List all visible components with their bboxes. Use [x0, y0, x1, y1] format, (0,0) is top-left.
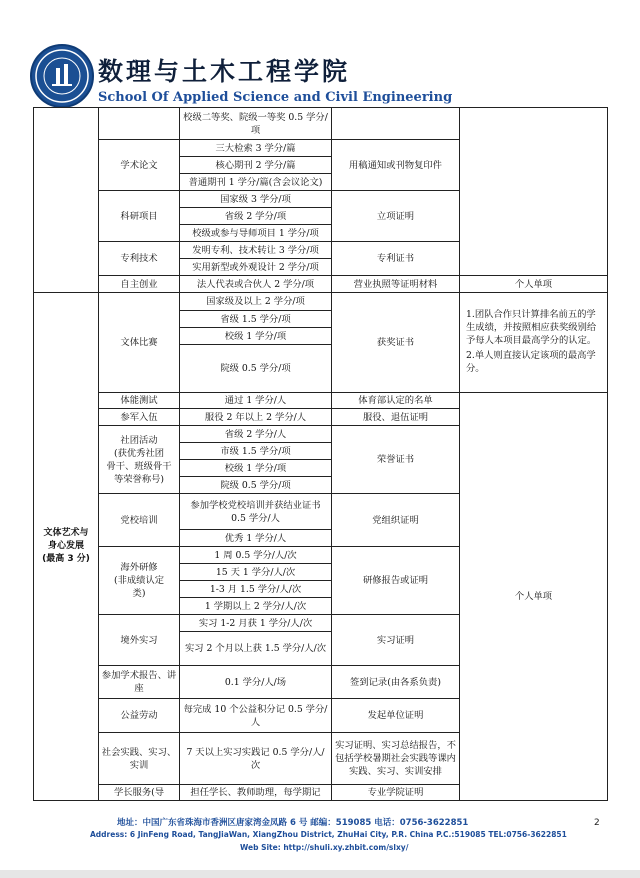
- standard-cell: 1-3 月 1.5 学分/人/次: [180, 581, 332, 598]
- standard-cell: 服役 2 年以上 2 学分/人: [180, 409, 332, 426]
- standard-cell: 0.1 学分/人/场: [180, 666, 332, 699]
- standard-cell: 校级 1 学分/项: [180, 328, 332, 345]
- footer-website: Web Site: http://shuli.xy.zhbit.com/slxy/: [240, 843, 409, 852]
- evidence-cell: 发起单位证明: [332, 699, 460, 733]
- note-cell: 个人单项: [460, 276, 608, 293]
- evidence-cell: 专业学院证明: [332, 785, 460, 801]
- item-line: 海外研修: [120, 562, 158, 573]
- evidence-cell: 营业执照等证明材料: [332, 276, 460, 293]
- category-title-line: 身心发展: [47, 541, 84, 551]
- note-cell: [460, 108, 608, 276]
- item-cell: 体能测试: [99, 393, 180, 409]
- note-paragraph: 1.团队合作只计算排名前五的学生成绩，并按照相应获奖级别给予每人本项目最高学分的认定。: [466, 309, 597, 346]
- standard-cell: 校级二等奖、院级一等奖 0.5 学分/项: [180, 108, 332, 140]
- evidence-cell: 服役、退伍证明: [332, 409, 460, 426]
- item-cell: 社会实践、实习、实训: [99, 733, 180, 785]
- competition-note: [460, 293, 608, 393]
- page-bottom-bar: [0, 870, 640, 878]
- table-row: [34, 293, 608, 311]
- standard-cell: 法人代表或合伙人 2 学分/项: [180, 276, 332, 293]
- standard-cell: 院级 0.5 学分/项: [180, 477, 332, 494]
- page-number: 2: [594, 818, 600, 828]
- note-single-cell: 个人单项: [460, 393, 608, 801]
- standard-cell: 普通期刊 1 学分/篇(含会议论文): [180, 174, 332, 191]
- item-cell: [99, 547, 180, 615]
- table-row: [34, 393, 608, 409]
- evidence-cell: 实习证明: [332, 615, 460, 666]
- school-logo-icon: [30, 44, 94, 108]
- evidence-cell: 立项证明: [332, 191, 460, 242]
- standard-cell: 校级 1 学分/项: [180, 460, 332, 477]
- evidence-cell: 实习证明、实习总结报告，不包括学校暑期社会实践等课内实践、实习、实训安排: [332, 733, 460, 785]
- note-paragraph: 2.单人则直接认定该项的最高学分。: [466, 350, 596, 374]
- item-cell: 境外实习: [99, 615, 180, 666]
- item-cell: 专利技术: [99, 242, 180, 276]
- item-cell: [99, 108, 180, 140]
- item-cell: 公益劳动: [99, 699, 180, 733]
- standard-cell: 国家级及以上 2 学分/项: [180, 293, 332, 311]
- standard-cell: 每完成 10 个公益积分记 0.5 学分/人: [180, 699, 332, 733]
- standard-cell: 实习 2 个月以上获 1.5 学分/人/次: [180, 632, 332, 666]
- evidence-cell: 党组织证明: [332, 494, 460, 547]
- item-cell: 党校培训: [99, 494, 180, 547]
- standard-cell: 省级 2 学分/人: [180, 426, 332, 443]
- item-cell: 学术论文: [99, 140, 180, 191]
- standard-cell: 省级 1.5 学分/项: [180, 311, 332, 328]
- item-cell: 科研项目: [99, 191, 180, 242]
- table-row: [34, 108, 608, 140]
- evidence-cell: 专利证书: [332, 242, 460, 276]
- standard-cell: 省级 2 学分/项: [180, 208, 332, 225]
- item-line: (非成绩认定: [113, 575, 165, 586]
- standard-cell: 通过 1 学分/人: [180, 393, 332, 409]
- standard-cell: 担任学长、教师助理，每学期记: [180, 785, 332, 801]
- item-line: 等荣誉称号): [113, 473, 165, 485]
- item-cell: 参加学术报告、讲座: [99, 666, 180, 699]
- standard-cell: 实习 1-2 月获 1 学分/人/次: [180, 615, 332, 632]
- standard-cell: 三大检索 3 学分/篇: [180, 140, 332, 157]
- category-title-line: (最高 3 分): [42, 554, 90, 564]
- item-line: (获优秀社团: [113, 447, 165, 459]
- evidence-cell: 研修报告或证明: [332, 547, 460, 615]
- evidence-cell: 荣誉证书: [332, 426, 460, 494]
- standard-cell: 市级 1.5 学分/项: [180, 443, 332, 460]
- standard-cell: 1 周 0.5 学分/人/次: [180, 547, 332, 564]
- item-cell: 自主创业: [99, 276, 180, 293]
- item-cell: 参军入伍: [99, 409, 180, 426]
- footer-address-english: Address: 6 JinFeng Road, TangJiaWan, XiangZhou District, ZhuHai City, P.R. China P.C.:519085 TEL:0756-3622851: [90, 830, 567, 839]
- evidence-cell: 体育部认定的名单: [332, 393, 460, 409]
- evidence-cell: [332, 108, 460, 140]
- standard-cell: 优秀 1 学分/人: [180, 530, 332, 547]
- item-line: 骨干、班级骨干: [106, 460, 172, 472]
- item-cell: [99, 426, 180, 494]
- standard-cell: 发明专利、技术转让 3 学分/项: [180, 242, 332, 259]
- standard-cell: 核心期刊 2 学分/篇: [180, 157, 332, 174]
- school-name-english: School Of Applied Science and Civil Engineering: [98, 90, 453, 105]
- standard-cell: 国家级 3 学分/项: [180, 191, 332, 208]
- standard-cell: 校级或参与导师项目 1 学分/项: [180, 225, 332, 242]
- evidence-cell: 获奖证书: [332, 293, 460, 393]
- school-name-chinese: 数理与土木工程学院: [98, 57, 351, 86]
- credit-table: [33, 107, 608, 801]
- table-row: [34, 276, 608, 293]
- footer-address-chinese: 地址：中国广东省珠海市香洲区唐家湾金凤路 6 号 邮编：519085 电话：0756-3622851: [117, 818, 469, 828]
- item-cell: 文体比赛: [99, 293, 180, 393]
- category-title-line: 文体艺术与: [43, 528, 89, 538]
- item-line: 社团活动: [120, 434, 158, 446]
- item-line: 类): [132, 588, 146, 599]
- item-cell: 学长服务(导: [99, 785, 180, 801]
- credit-table-container: [33, 107, 607, 801]
- standard-cell: 15 天 1 学分/人/次: [180, 564, 332, 581]
- evidence-cell: 签到记录(由各系负责): [332, 666, 460, 699]
- standard-cell: 实用新型或外观设计 2 学分/项: [180, 259, 332, 276]
- standard-cell: 7 天以上实习实践记 0.5 学分/人/次: [180, 733, 332, 785]
- category-title: [34, 293, 99, 801]
- evidence-cell: 用稿通知或刊物复印件: [332, 140, 460, 191]
- page-header: [30, 40, 610, 106]
- standard-cell: 1 学期以上 2 学分/人/次: [180, 598, 332, 615]
- standard-cell: 院级 0.5 学分/项: [180, 345, 332, 393]
- standard-cell: 参加学校党校培训并获结业证书 0.5 学分/人: [180, 494, 332, 530]
- category-cell-continued: [34, 108, 99, 293]
